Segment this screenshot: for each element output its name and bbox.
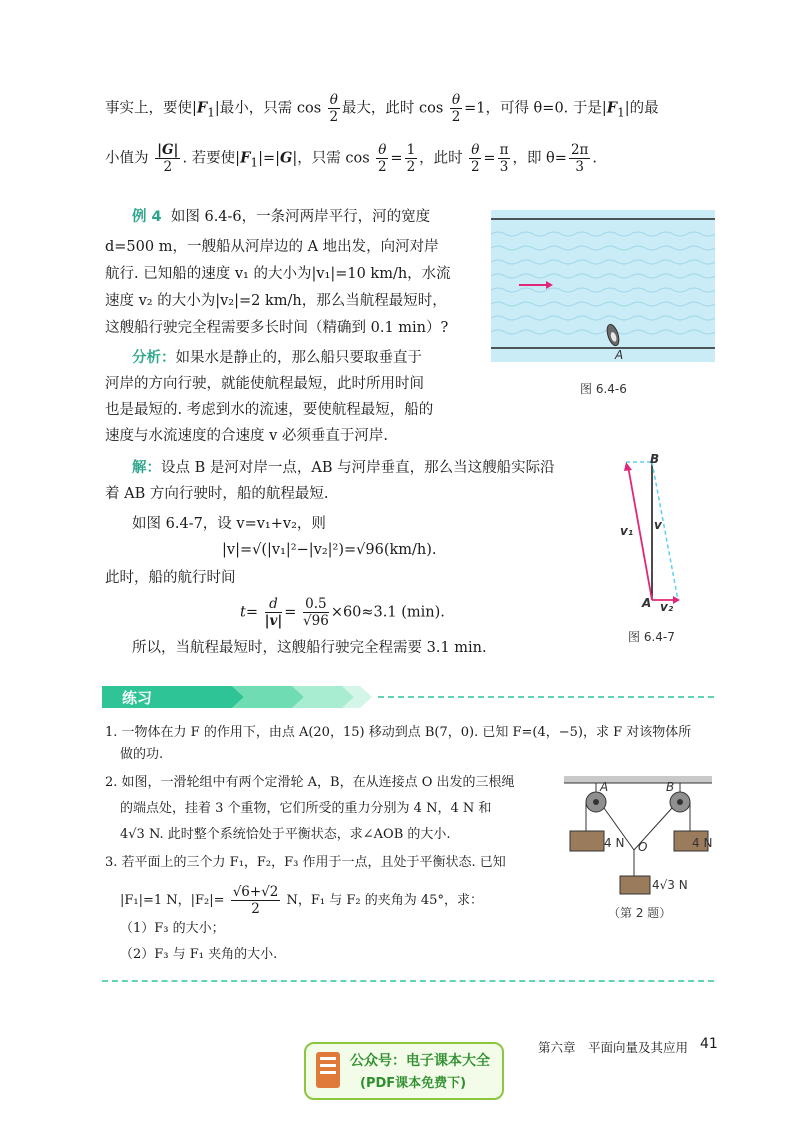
- practice-item-3c: （1）F₃ 的大小；: [120, 921, 225, 936]
- example-line-5: 这艘船行驶完全程需要多长时间（精确到 0.1 min）?: [105, 320, 449, 336]
- example-line-2: d=500 m，一艘船从河岸边的 A 地出发，向河对岸: [105, 239, 439, 255]
- analysis-line-4: 速度与水流速度的合速度 v 必须垂直于河岸.: [105, 428, 389, 444]
- practice-item-1: 1. 一物体在力 F 的作用下，由点 A(20，15) 移动到点 B(7，0). 已知 F=(4，−5)，求 F 对该物体所: [105, 725, 692, 740]
- pulley-weight-1: 4 N: [604, 836, 625, 850]
- book-icon: [316, 1052, 340, 1088]
- fig2-label-v2: v₂: [660, 600, 674, 614]
- practice-item-2b: 的端点处，挂着 3 个重物，它们所受的重力分别为 4 N，4 N 和: [120, 801, 492, 816]
- fig2-point-b: B: [650, 452, 660, 466]
- river-figure: [491, 210, 715, 362]
- example-line-1: 例 4 如图 6.4-6，一条河两岸平行，河的宽度: [132, 209, 431, 225]
- practice-item-2: 2. 如图，一滑轮组中有两个定滑轮 A，B，在从连接点 O 出发的三根绳: [105, 775, 515, 790]
- solution-line-5: 所以，当航程最短时，这艘船行驶完全程需要 3.1 min.: [132, 640, 487, 656]
- solution-line-4: 此时，船的航行时间: [105, 570, 236, 586]
- practice-header: [102, 686, 372, 708]
- practice-item-3: 3. 若平面上的三个力 F₁，F₂，F₃ 作用于一点，且处于平衡状态. 已知: [105, 855, 506, 870]
- solution-line-1: 解：设点 B 是河对岸一点，AB 与河岸垂直，那么当这艘船实际沿: [132, 460, 555, 476]
- analysis-line-2: 河岸的方向行驶，就能使航程最短，此时所用时间: [105, 376, 424, 392]
- analysis-label: 分析：: [132, 350, 176, 366]
- fig1-point-a: A: [615, 348, 624, 362]
- intro-line-1: 事实上，要使$|F_1|$最小，只需 cos $\frac{\theta}{2}$ 最大，此时 cos $\frac{\theta}{2}$ =1，可得 θ=0. 于是$|F_1|$的最: [105, 92, 659, 125]
- solution-label: 解：: [132, 460, 161, 476]
- example-line-3: 航行. 已知船的速度 v₁ 的大小为|v₁|=10 km/h，水流: [105, 266, 451, 282]
- footer-chapter: 第六章 平面向量及其应用: [538, 1040, 689, 1055]
- practice-top-divider: [378, 696, 714, 698]
- pulley-caption: （第 2 题）: [608, 906, 672, 920]
- fig2-caption: 图 6.4-7: [628, 630, 675, 644]
- solution-formula-1: |v|=√(|v₁|²−|v₂|²)=√96(km/h).: [222, 542, 437, 558]
- fig2-label-v: v: [654, 518, 662, 532]
- pulley-label-b: B: [666, 780, 675, 794]
- solution-formula-2: t= $\frac{d}{|v|}$ = $\frac{0.5}{√96}$ ×60≈3.1 (min).: [240, 596, 445, 629]
- pulley-figure: [556, 776, 720, 896]
- example-label: 例 4: [132, 209, 162, 225]
- solution-line-2: 着 AB 方向行驶时，船的航程最短.: [105, 486, 329, 502]
- stamp-line-2: (PDF课本免费下): [360, 1076, 467, 1091]
- practice-item-1b: 做的功.: [120, 747, 164, 762]
- fig2-point-a: A: [642, 596, 652, 610]
- fig1-caption: 图 6.4-6: [580, 382, 627, 396]
- practice-item-3b: |F₁|=1 N，|F₂|= $\frac{√6+√2}{2}$ N，F₁ 与 F₂ 的夹角为 45°，求：: [120, 884, 483, 917]
- solution-line-3: 如图 6.4-7，设 v=v₁+v₂，则: [132, 516, 326, 532]
- pulley-label-a: A: [600, 780, 609, 794]
- analysis-line-3: 也是最短的. 考虑到水的流速，要使航程最短，船的: [105, 402, 434, 418]
- fig2-label-v1: v₁: [620, 524, 634, 538]
- watermark-stamp: [304, 1042, 504, 1100]
- pulley-weight-3: 4√3 N: [652, 878, 688, 892]
- vector-figure: [606, 452, 686, 612]
- analysis-line-1: 分析：如果水是静止的，那么船只要取垂直于: [132, 350, 422, 366]
- practice-bottom-divider: [102, 980, 714, 982]
- practice-item-2c: 4√3 N. 此时整个系统恰处于平衡状态，求∠AOB 的大小.: [120, 827, 451, 842]
- example-line-4: 速度 v₂ 的大小为|v₂|=2 km/h，那么当航程最短时，: [105, 293, 447, 309]
- pulley-label-o: O: [638, 840, 648, 854]
- stamp-line-1: 公众号：电子课本大全: [350, 1053, 490, 1069]
- practice-title: 练习: [122, 689, 153, 707]
- pulley-weight-2: 4 N: [692, 836, 713, 850]
- practice-item-3d: （2）F₃ 与 F₁ 夹角的大小.: [120, 947, 278, 962]
- intro-line-2: 小值为 $\frac{|G|}{2}$ . 若要使$|F_1|=|G|$，只需 cos $\frac{\theta}{2}$ = $\frac{1}{2}$ ，此时 $\frac{\theta}{2}$ = $\frac{\pi}{3}$ ，即 θ= $\frac{2\pi}{3}$ .: [105, 142, 598, 175]
- page-number: 41: [700, 1036, 718, 1052]
